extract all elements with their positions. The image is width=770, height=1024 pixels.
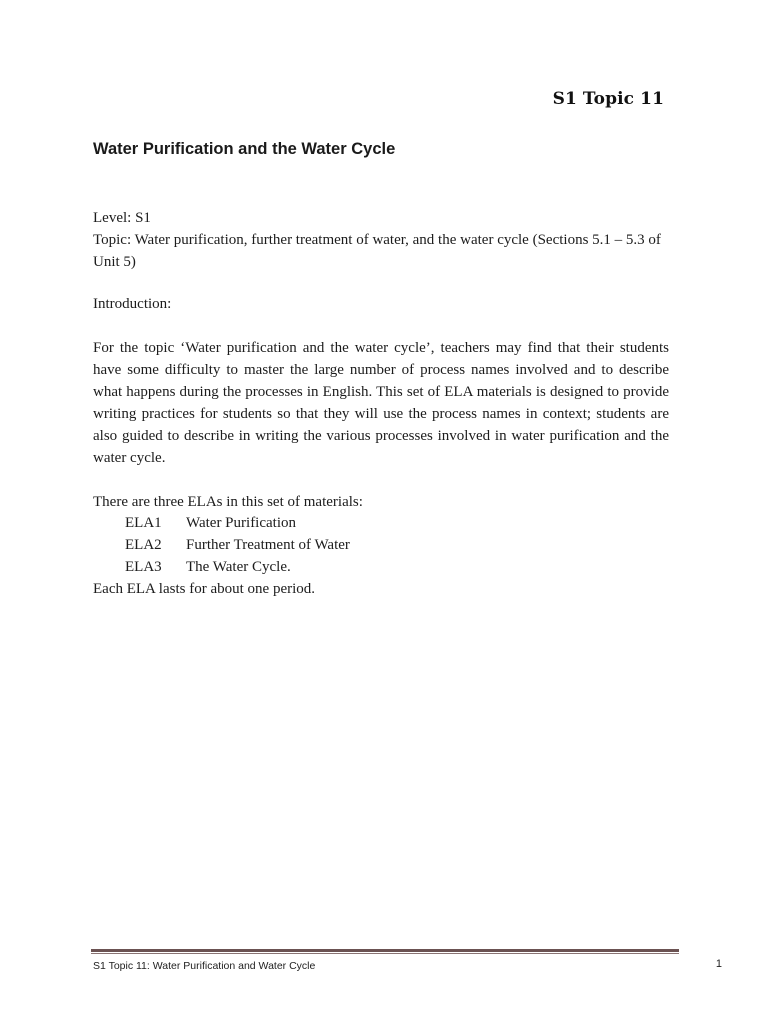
ela-name: Further Treatment of Water	[186, 537, 350, 553]
topic-line: Topic: Water purification, further treatment of water, and the water cycle (Sections 5.1 – 5.3 of Unit 5)	[93, 232, 661, 270]
footer-divider-thin	[91, 953, 679, 954]
ela-name: Water Purification	[186, 515, 297, 531]
ela-list	[125, 512, 350, 578]
ela-code: ELA3	[125, 559, 162, 575]
ela-item	[125, 556, 350, 578]
footer-text: S1 Topic 11: Water Purification and Water Cycle	[93, 960, 316, 972]
ela-code: ELA2	[125, 537, 162, 553]
ela-name: The Water Cycle.	[186, 559, 291, 575]
document-title: Water Purification and the Water Cycle	[93, 140, 396, 158]
ela-duration: Each ELA lasts for about one period.	[93, 581, 316, 597]
ela-item	[125, 534, 350, 556]
ela-code: ELA1	[125, 515, 162, 531]
level-line: Level: S1	[93, 210, 151, 226]
topic-heading: S1 Topic 11	[552, 89, 664, 109]
ela-item	[125, 512, 350, 534]
introduction-paragraph: For the topic ‘Water purification and the water cycle’, teachers may find that their students have some difficulty to master the large number of process names involved and to describe what happens during the processes in English. This set of ELA materials is designed to provide writing practices for students so that they will use the process names in context; students are also guided to describe in writing the various processes involved in water purification and the water cycle.	[93, 340, 669, 466]
ela-list-intro: There are three ELAs in this set of materials:	[93, 494, 363, 510]
footer-divider	[91, 949, 679, 952]
page-number: 1	[715, 958, 722, 970]
introduction-label: Introduction:	[93, 296, 172, 312]
